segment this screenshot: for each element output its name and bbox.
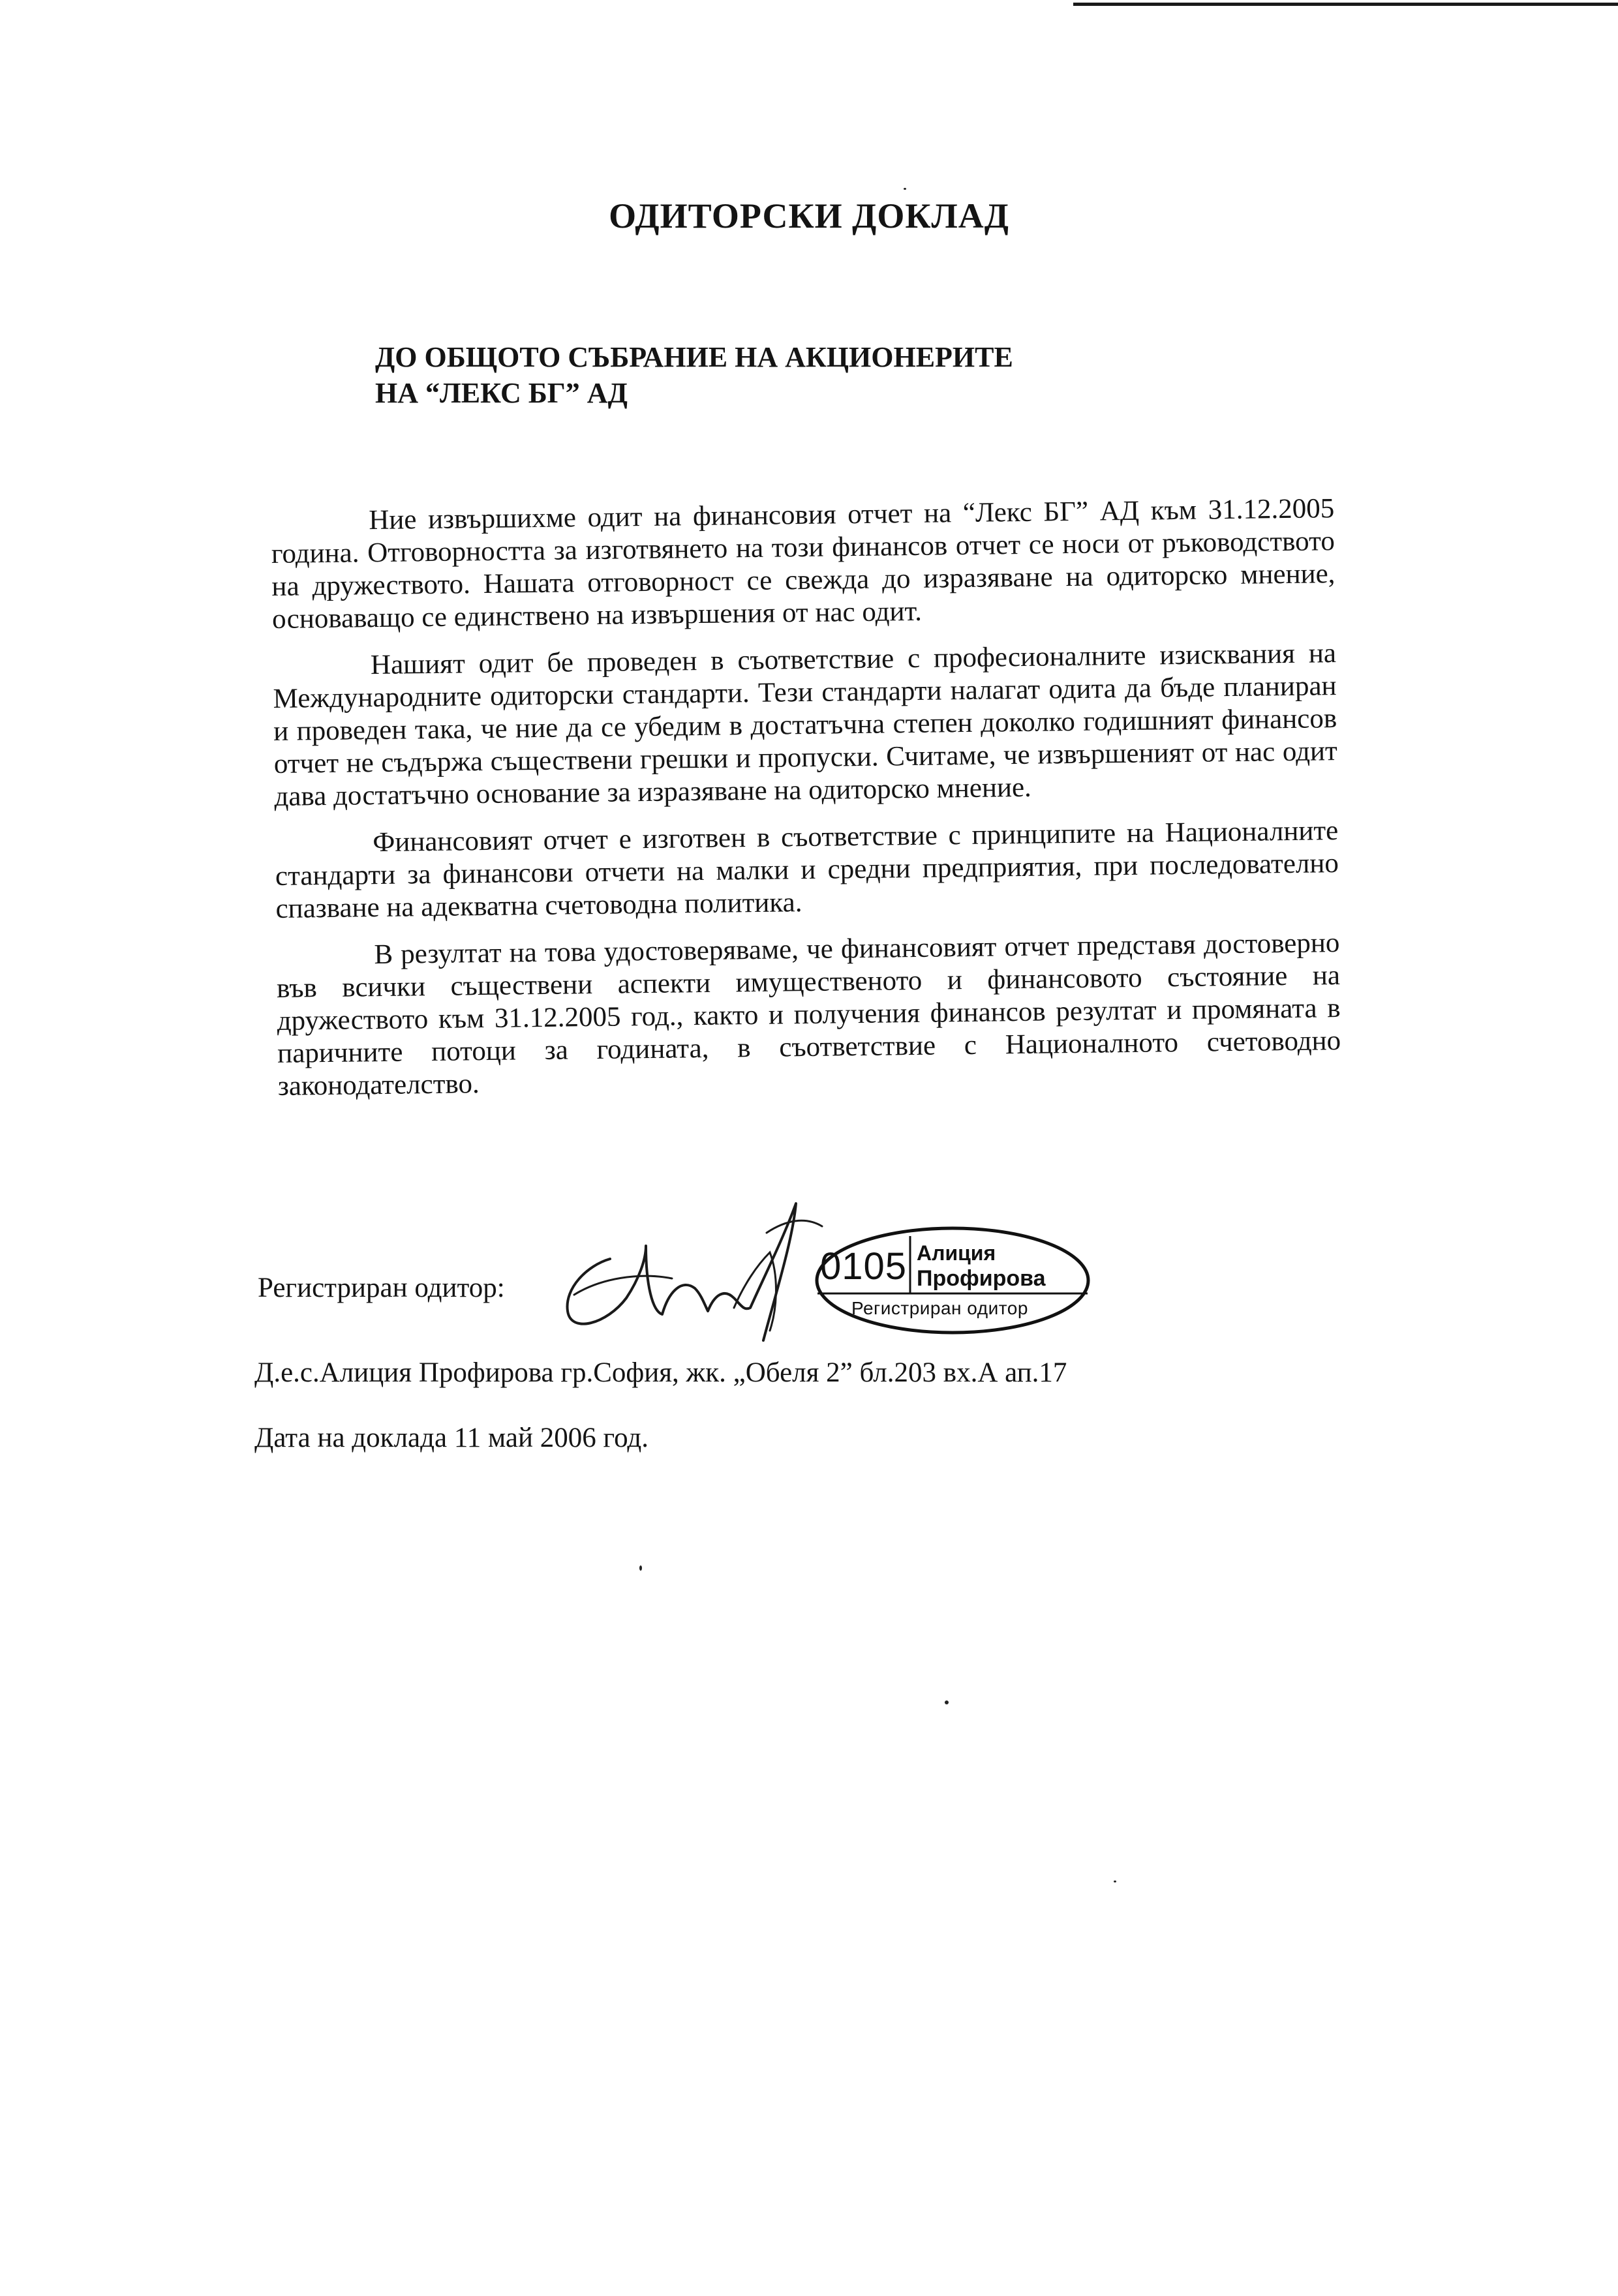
scan-speck: [945, 1700, 949, 1704]
auditor-stamp: [812, 1223, 1093, 1337]
report-date: Дата на доклада 11 май 2006 год.: [254, 1423, 649, 1453]
auditor-address: Д.е.с.Алиция Профирова гр.София, жк. „Обеля 2” бл.203 вх.А ап.17: [254, 1357, 1067, 1388]
addressee-block: [375, 339, 1158, 411]
scan-speck: [904, 188, 906, 190]
stamp-caption: Регистриран одитор: [851, 1298, 1028, 1318]
paragraph-audit-scope: Ние извършихме одит на финансовия отчет на “Лекс БГ” АД към 31.12.2005 година. Отговорността за изготвянето на този финансов отчет се носи от ръководството на дружеството. Нашата отговорност се свежда до изразяване на одиторско мнение, основаващо се единствено на извършения от нас одит.: [271, 493, 1336, 635]
stamp-name-first: Алиция: [917, 1241, 996, 1265]
addressee-line-2: НА “ЛЕКС БГ” АД: [375, 377, 628, 409]
paragraph-opinion: В резултат на това удостоверяваме, че финансовият отчет представя достоверно във всички съществени аспекти имущественото и финансовото състояние на дружеството към 31.12.2005 год., както и получения финансов резултат и промяната в паричните потоци за годината, в съответствие с Националното счетоводно законодателство.: [276, 928, 1341, 1102]
scan-speck: [639, 1565, 642, 1571]
signature-label: Регистриран одитор:: [258, 1273, 505, 1303]
paragraph-accounting-basis: Финансовият отчет е изготвен в съответствие с принципите на Националните стандарти за финансови отчети на малки и средни предприятия, при последователно спазване на адекватна счетоводна политика.: [275, 815, 1339, 924]
stamp-number: 0105: [820, 1245, 908, 1288]
scan-edge-mark: [1073, 3, 1618, 6]
report-title: ОДИТОРСКИ ДОКЛАД: [609, 196, 1009, 235]
report-body: [271, 492, 1341, 1117]
stamp-name-last: Профирова: [917, 1266, 1046, 1291]
addressee-line-1: ДО ОБЩОТО СЪБРАНИЕ НА АКЦИОНЕРИТЕ: [375, 341, 1013, 373]
paragraph-audit-standards: Нашият одит бе проведен в съответствие с професионалните изисквания на Международните одиторски стандарти. Тези стандарти налагат одита да бъде планиран и проведен така, че ние да се убедим в достатъчна степен доколко годишният финансов отчет не съдържа съществени грешки и пропуски. Считаме, че извършеният от нас одит дава достатъчно основание за изразяване на одиторско мнение.: [273, 638, 1338, 812]
scan-speck: [1114, 1881, 1116, 1882]
